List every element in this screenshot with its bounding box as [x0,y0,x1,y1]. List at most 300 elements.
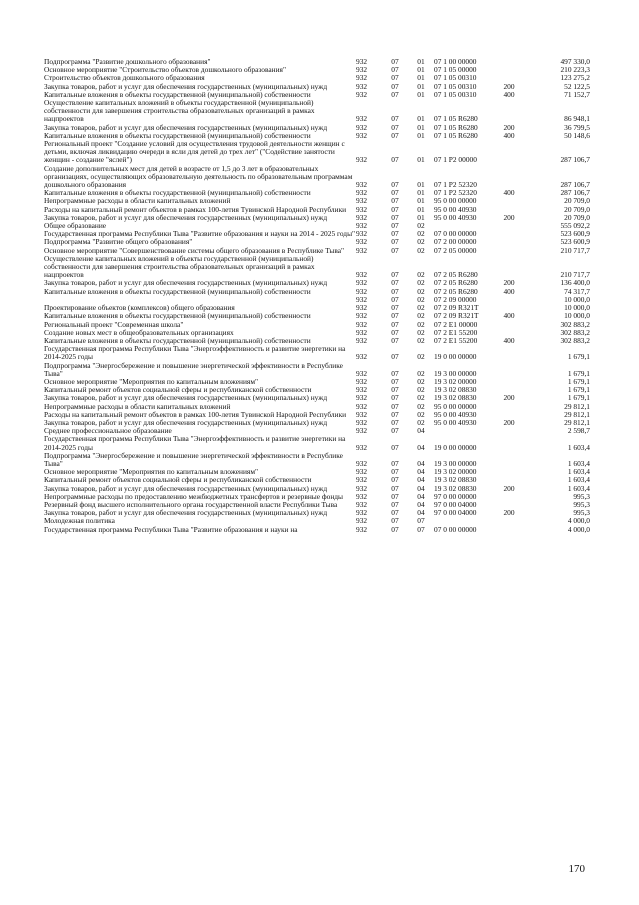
budget-table [44,58,590,534]
row-name: Резервный фонд высшего исполнительного органа государственной власти Республики Тыва [44,499,338,509]
row-subsection: 01 [417,180,425,190]
row-target-article: 19 3 00 00000 [434,368,477,378]
row-section: 07 [391,368,399,378]
row-ministry-code: 932 [356,327,368,337]
row-ministry-code: 932 [356,196,368,206]
row-target-article: 19 3 02 00000 [434,467,477,477]
row-ministry-code: 932 [356,155,368,165]
row-ministry-code: 932 [356,188,368,198]
row-amount: 523 600,9 [560,229,590,239]
row-target-article: 07 2 00 00000 [434,237,477,247]
row-target-article: 07 2 09 R321T [434,311,479,321]
row-target-article: 95 0 00 40930 [434,212,477,222]
row-ministry-code: 932 [356,467,368,477]
table-row [44,165,590,190]
row-name: Капитальный ремонт объектов социальной сферы и республиканской собственности [44,385,312,395]
row-subsection: 02 [417,409,425,419]
row-name: Закупка товаров, работ и услуг для обеспечения государственных (муниципальных) нужд [44,212,328,222]
row-expense-type: 200 [503,393,515,403]
row-target-article: 97 0 00 04000 [434,508,477,518]
row-amount: 1 679,1 [567,393,590,403]
row-section: 07 [391,114,399,124]
row-subsection: 02 [417,417,425,427]
row-target-article: 07 1 05 00310 [434,81,477,91]
row-ministry-code: 932 [356,212,368,222]
row-ministry-code: 932 [356,393,368,403]
row-section: 07 [391,475,399,485]
budget-table-body [44,58,590,534]
table-row [44,509,590,517]
row-subsection: 04 [417,483,425,493]
row-ministry-code: 932 [356,368,368,378]
row-name: Закупка товаров, работ и услуг для обеспечения государственных (муниципальных) нужд [44,81,328,91]
row-target-article: 19 3 02 08830 [434,385,477,395]
row-amount: 4 000,0 [567,524,590,534]
row-expense-type: 200 [503,81,515,91]
row-subsection: 01 [417,114,425,124]
row-expense-type [494,345,524,361]
row-target-article: 19 3 02 08830 [434,475,477,485]
row-target-article: 07 2 09 R321T [434,303,479,313]
row-section: 07 [391,303,399,313]
row-expense-type: 400 [503,286,515,296]
row-target-article: 07 2 09 00000 [434,294,477,304]
row-amount: 29 812,1 [564,417,590,427]
row-target-article: 07 2 05 R6280 [434,286,478,296]
row-subsection: 02 [417,221,425,231]
row-ministry-code: 932 [356,352,368,362]
row-ministry-code: 932 [356,508,368,518]
row-section: 07 [391,327,399,337]
row-subsection: 02 [417,245,425,255]
row-amount: 52 122,5 [564,81,590,91]
row-ministry-code: 932 [356,180,368,190]
row-amount: 287 106,7 [560,180,590,190]
row-section: 07 [391,508,399,518]
row-target-article: 95 0 00 40930 [434,417,477,427]
row-name: Государственная программа Республики Тыва "Развитие образования и науки на [44,524,298,534]
row-section: 07 [391,385,399,395]
row-section: 07 [391,483,399,493]
row-section: 07 [391,352,399,362]
row-name: Подпрограмма "Развитие дошкольного образования" [44,57,211,66]
row-target-article: 07 2 05 R6280 [434,270,478,280]
row-amount: 1 603,4 [567,483,590,493]
row-subsection: 04 [417,499,425,509]
row-expense-type [494,452,524,468]
row-section: 07 [391,122,399,132]
row-amount: 210 223,3 [560,65,590,75]
row-ministry-code: 932 [356,409,368,419]
row-subsection: 04 [417,467,425,477]
row-expense-type [494,230,524,238]
row-section: 07 [391,393,399,403]
row-subsection: 01 [417,122,425,132]
row-ministry-code: 932 [356,303,368,313]
row-section: 07 [391,499,399,509]
row-target-article: 07 1 P2 00000 [434,155,477,165]
row-subsection: 02 [417,393,425,403]
row-ministry-code: 932 [356,204,368,214]
row-name: Основное мероприятие "Мероприятия по капитальным вложениям" [44,376,259,386]
row-name: Государственная программа Республики Тыва "Энергоэффективность и развитие энергетики на 2014-2025 годы [44,434,346,452]
row-ministry-code: 932 [356,417,368,427]
row-ministry-code: 932 [356,442,368,452]
row-section: 07 [391,155,399,165]
row-section: 07 [391,196,399,206]
row-name: Капитальные вложения в объекты государственной (муниципальной) собственности [44,286,311,296]
row-subsection: 02 [417,401,425,411]
row-ministry-code: 932 [356,426,368,436]
row-ministry-code: 932 [356,73,368,83]
row-target-article: 95 0 00 00000 [434,196,477,206]
row-name: Капитальные вложения в объекты государственной (муниципальной) собственности [44,311,311,321]
row-target-article: 97 0 00 04000 [434,499,477,509]
row-name: Капитальный ремонт объектов социальной сферы и республиканской собственности [44,475,312,485]
row-subsection: 01 [417,81,425,91]
row-amount: 2 598,7 [567,426,590,436]
row-ministry-code: 932 [356,286,368,296]
row-amount: 1 603,4 [567,458,590,468]
row-ministry-code: 932 [356,229,368,239]
row-subsection: 02 [417,237,425,247]
row-subsection: 01 [417,89,425,99]
row-target-article: 19 3 00 00000 [434,458,477,468]
row-expense-type: 400 [503,89,515,99]
row-target-article: 19 3 02 08830 [434,393,477,403]
row-name: Молодежная политика [44,516,115,526]
row-expense-type [494,238,524,246]
row-expense-type: 200 [503,278,515,288]
row-expense-type [494,321,524,329]
row-target-article: 07 0 00 00000 [434,229,477,239]
row-section: 07 [391,376,399,386]
row-name: Непрограммные расходы по предоставлению межбюджетных трансфертов и резервные фонды [44,491,344,501]
row-expense-type: 400 [503,188,515,198]
row-section: 07 [391,89,399,99]
row-amount: 10 000,0 [564,303,590,313]
row-target-article: 19 3 02 00000 [434,376,477,386]
table-row [44,288,590,296]
row-amount: 1 679,1 [567,385,590,395]
row-amount: 4 000,0 [567,516,590,526]
row-target-article: 07 1 05 00310 [434,89,477,99]
row-amount: 210 717,7 [560,245,590,255]
row-name: Общее образование [44,221,107,231]
row-section: 07 [391,458,399,468]
row-expense-type: 400 [503,130,515,140]
row-section: 07 [391,65,399,75]
row-target-article: 95 0 00 40930 [434,204,477,214]
row-subsection: 02 [417,286,425,296]
row-subsection: 01 [417,212,425,222]
row-ministry-code: 932 [356,516,368,526]
row-amount: 29 812,1 [564,401,590,411]
row-amount: 36 799,5 [564,122,590,132]
row-subsection: 01 [417,204,425,214]
row-expense-type [494,526,524,534]
row-name: Расходы на капитальный ремонт объектов в рамках 100-летия Тувинской Народной Республики [44,204,347,214]
row-expense-type [494,362,524,378]
row-ministry-code: 932 [356,401,368,411]
row-expense-type [494,66,524,74]
table-row [44,99,590,124]
table-row [44,255,590,280]
row-ministry-code: 932 [356,221,368,231]
row-amount: 50 148,6 [564,130,590,140]
row-target-article: 07 1 P2 52320 [434,188,477,198]
row-subsection: 02 [417,385,425,395]
row-section: 07 [391,245,399,255]
row-subsection: 01 [417,188,425,198]
row-subsection: 02 [417,278,425,288]
row-section: 07 [391,335,399,345]
row-expense-type: 200 [503,417,515,427]
row-amount: 10 000,0 [564,311,590,321]
row-subsection: 04 [417,458,425,468]
row-name: Подпрограмма "Энергосбережение и повышение энергетической эффективности в Республике Тыва" [44,360,343,378]
row-subsection: 02 [417,352,425,362]
row-ministry-code: 932 [356,524,368,534]
row-section: 07 [391,294,399,304]
row-expense-type [494,378,524,386]
row-ministry-code: 932 [356,57,368,66]
table-row [44,435,590,451]
row-name: Государственная программа Республики Тыва "Энергоэффективность и развитие энергетики на 2014-2025 годы [44,344,346,362]
row-name: Основное мероприятие "Строительство объектов дошкольного образования" [44,65,286,75]
row-expense-type: 400 [503,311,515,321]
row-amount: 523 600,9 [560,237,590,247]
row-section: 07 [391,286,399,296]
row-target-article: 07 1 05 00310 [434,73,477,83]
row-expense-type: 200 [503,483,515,493]
row-ministry-code: 932 [356,491,368,501]
row-expense-type: 400 [503,335,515,345]
row-amount: 287 106,7 [560,155,590,165]
row-name: Государственная программа Республики Тыва "Развитие образования и науки на 2014 - 2025 годы" [44,229,356,239]
row-ministry-code: 932 [356,483,368,493]
row-name: Капитальные вложения в объекты государственной (муниципальной) собственности [44,335,311,345]
row-name: Закупка товаров, работ и услуг для обеспечения государственных (муниципальных) нужд [44,508,328,518]
row-name: Капитальные вложения в объекты государственной (муниципальной) собственности [44,130,311,140]
row-section: 07 [391,221,399,231]
row-amount: 20 709,0 [564,204,590,214]
row-target-article: 19 3 02 08830 [434,483,477,493]
row-section: 07 [391,491,399,501]
row-subsection: 02 [417,303,425,313]
row-ministry-code: 932 [356,376,368,386]
row-subsection: 01 [417,73,425,83]
row-amount: 10 000,0 [564,294,590,304]
row-section: 07 [391,426,399,436]
row-expense-type [494,403,524,411]
row-amount: 210 717,7 [560,270,590,280]
row-target-article: 07 2 05 R6280 [434,278,478,288]
row-target-article: 07 1 00 00000 [434,57,477,66]
row-name: Осуществление капитальных вложений в объекты государственной (муниципальной) собственности для завершения строительства образовательных организаций в рамках нацпроектов [44,98,315,124]
row-amount: 995,3 [573,491,590,501]
row-ministry-code: 932 [356,385,368,395]
row-subsection: 02 [417,229,425,239]
row-section: 07 [391,237,399,247]
row-ministry-code: 932 [356,475,368,485]
row-ministry-code: 932 [356,311,368,321]
row-name: Непрограммные расходы в области капитальных вложений [44,401,231,411]
row-name: Расходы на капитальный ремонт объектов в рамках 100-летия Тувинской Народной Республики [44,409,347,419]
row-amount: 136 400,0 [560,278,590,288]
row-expense-type [494,296,524,304]
row-name: Основное мероприятие "Мероприятия по капитальным вложениям" [44,467,259,477]
row-section: 07 [391,130,399,140]
row-section: 07 [391,417,399,427]
row-target-article: 95 0 00 40930 [434,409,477,419]
row-section: 07 [391,311,399,321]
row-subsection: 07 [417,516,425,526]
row-subsection: 02 [417,294,425,304]
row-ministry-code: 932 [356,245,368,255]
row-name: Создание дополнительных мест для детей в возрасте от 1,5 до 3 лет в образовательных организациях, осуществляющих образовательную деятельность по образовательным программам дошкольного образования [44,163,353,190]
row-name: Основное мероприятие "Совершенствование системы общего образования в Республике Тыва" [44,245,345,255]
row-subsection: 01 [417,130,425,140]
page-number: 170 [568,863,585,875]
row-expense-type [494,255,524,280]
row-ministry-code: 932 [356,114,368,124]
row-amount: 1 679,1 [567,376,590,386]
row-amount: 29 812,1 [564,409,590,419]
row-ministry-code: 932 [356,237,368,247]
row-target-article: 97 0 00 00000 [434,491,477,501]
row-name: Непрограммные расходы в области капитальных вложений [44,196,231,206]
table-row [44,362,590,378]
row-subsection: 04 [417,475,425,485]
row-section: 07 [391,278,399,288]
row-section: 07 [391,319,399,329]
row-ministry-code: 932 [356,81,368,91]
row-subsection: 04 [417,426,425,436]
row-target-article: 07 1 05 R6280 [434,114,478,124]
row-amount: 995,3 [573,508,590,518]
row-ministry-code: 932 [356,270,368,280]
row-expense-type [494,197,524,205]
row-subsection: 04 [417,442,425,452]
row-name: Подпрограмма "Энергосбережение и повышение энергетической эффективности в Республике Тыва" [44,450,343,468]
row-expense-type [494,247,524,255]
row-expense-type: 200 [503,122,515,132]
row-target-article: 19 0 00 00000 [434,352,477,362]
row-target-article [434,427,494,435]
row-target-article: 19 0 00 00000 [434,442,477,452]
row-subsection: 02 [417,311,425,321]
row-section: 07 [391,57,399,66]
row-amount: 1 603,4 [567,442,590,452]
row-subsection: 02 [417,319,425,329]
row-ministry-code: 932 [356,294,368,304]
row-section: 07 [391,270,399,280]
row-section: 07 [391,467,399,477]
row-subsection: 07 [417,524,425,534]
row-amount: 995,3 [573,499,590,509]
row-amount: 1 603,4 [567,475,590,485]
row-expense-type [494,222,524,230]
row-target-article: 07 1 05 R6280 [434,130,478,140]
row-amount: 497 330,0 [560,57,590,66]
row-subsection: 02 [417,327,425,337]
row-subsection: 01 [417,196,425,206]
row-amount: 20 709,0 [564,212,590,222]
row-section: 07 [391,204,399,214]
row-ministry-code: 932 [356,335,368,345]
row-subsection: 01 [417,57,425,66]
row-amount: 123 275,2 [560,73,590,83]
row-amount: 302 883,2 [560,335,590,345]
row-subsection: 02 [417,270,425,280]
row-target-article: 07 2 E1 55200 [434,327,478,337]
row-expense-type [494,140,524,165]
row-subsection: 04 [417,508,425,518]
table-row [44,214,590,222]
row-name: Подпрограмма "Развитие общего образования" [44,237,193,247]
row-ministry-code: 932 [356,130,368,140]
row-name: Капитальные вложения в объекты государственной (муниципальной) собственности [44,188,311,198]
row-expense-type [494,165,524,190]
row-expense-type [494,468,524,476]
row-name: Региональный проект "Современная школа" [44,319,184,329]
row-amount: 287 106,7 [560,188,590,198]
row-name: Закупка товаров, работ и услуг для обеспечения государственных (муниципальных) нужд [44,417,328,427]
row-section: 07 [391,73,399,83]
row-expense-type [494,493,524,501]
row-subsection: 01 [417,155,425,165]
row-subsection: 02 [417,368,425,378]
row-target-article: 07 2 05 00000 [434,245,477,255]
row-section: 07 [391,229,399,239]
row-expense-type [494,99,524,124]
row-name: Региональный проект "Создание условий для осуществления трудовой деятельности женщин с детьми, включая ликвидацию очереди в ясли для детей до трех лет" ("Содействие занятости женщин - создание "яслей") [44,139,345,165]
row-ministry-code: 932 [356,458,368,468]
row-section: 07 [391,81,399,91]
row-expense-type: 200 [503,212,515,222]
row-section: 07 [391,180,399,190]
row-amount: 20 709,0 [564,196,590,206]
row-target-article: 07 1 05 R6280 [434,122,478,132]
row-ministry-code: 932 [356,319,368,329]
row-name: Среднее профессиональное образование [44,426,172,436]
row-name: Капитальные вложения в объекты государственной (муниципальной) собственности [44,89,311,99]
row-section: 07 [391,188,399,198]
row-amount: 555 092,2 [560,221,590,231]
row-amount: 302 883,2 [560,327,590,337]
row-expense-type: 200 [503,508,515,518]
row-name: Создание новых мест в общеобразовательных организациях [44,327,234,337]
row-target-article: 95 0 00 00000 [434,401,477,411]
row-name: Закупка товаров, работ и услуг для обеспечения государственных (муниципальных) нужд [44,278,328,288]
row-expense-type [494,58,524,66]
row-subsection: 02 [417,376,425,386]
row-subsection: 01 [417,65,425,75]
row-subsection: 02 [417,335,425,345]
row-name: Закупка товаров, работ и услуг для обеспечения государственных (муниципальных) нужд [44,393,328,403]
table-row [44,452,590,468]
table-row [44,140,590,165]
row-amount: 1 679,1 [567,368,590,378]
table-row [44,526,590,534]
row-name: Проектирование объектов (комплексов) общего образования [44,303,235,313]
table-row [44,345,590,361]
row-name: Закупка товаров, работ и услуг для обеспечения государственных (муниципальных) нужд [44,122,328,132]
row-section: 07 [391,442,399,452]
row-ministry-code: 932 [356,122,368,132]
row-expense-type [494,435,524,451]
